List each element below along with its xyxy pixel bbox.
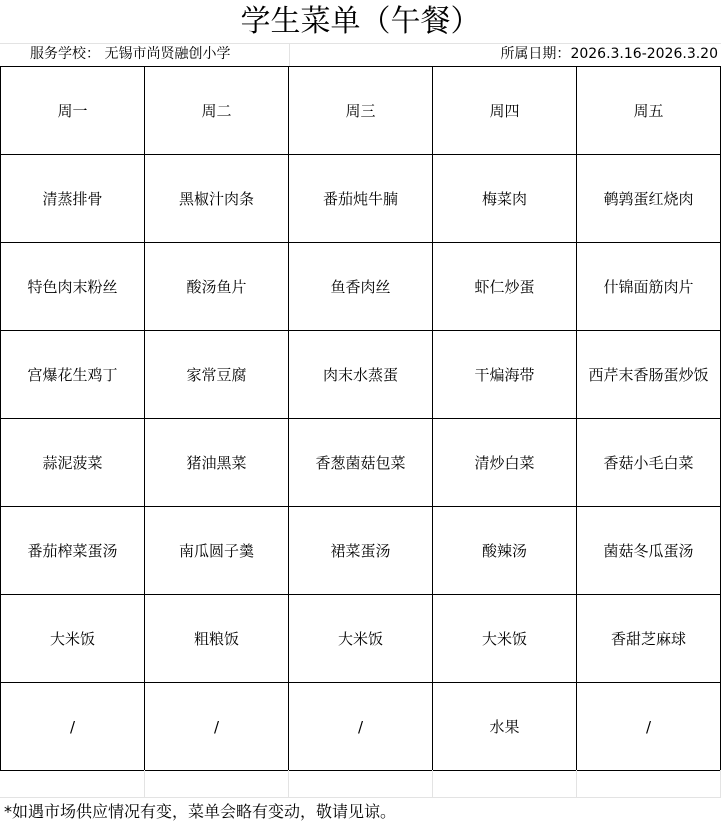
menu-cell: 香甜芝麻球	[577, 595, 721, 683]
menu-cell: 特色肉末粉丝	[1, 243, 145, 331]
menu-cell: 干煸海带	[433, 331, 577, 419]
menu-cell: 番茄榨菜蛋汤	[1, 507, 145, 595]
menu-cell: /	[289, 683, 433, 771]
menu-cell: 鹌鹑蛋红烧肉	[577, 155, 721, 243]
menu-cell: 大米饭	[433, 595, 577, 683]
menu-cell: /	[577, 683, 721, 771]
menu-row	[1, 243, 721, 331]
day-header: 周三	[289, 67, 433, 155]
menu-cell: 番茄炖牛腩	[289, 155, 433, 243]
menu-cell: 大米饭	[1, 595, 145, 683]
menu-cell: 黑椒汁肉条	[145, 155, 289, 243]
gridline	[289, 43, 290, 66]
empty-cell	[0, 770, 145, 797]
date-label: 所属日期：	[500, 46, 571, 62]
menu-cell: 南瓜圆子羹	[145, 507, 289, 595]
menu-cell: 水果	[433, 683, 577, 771]
menu-cell: /	[145, 683, 289, 771]
menu-row	[1, 683, 721, 771]
header-row	[1, 67, 721, 155]
menu-row	[1, 419, 721, 507]
menu-cell: /	[1, 683, 145, 771]
school-label: 服务学校：	[30, 46, 100, 62]
menu-cell: 酸辣汤	[433, 507, 577, 595]
menu-row	[1, 331, 721, 419]
page-title: 学生菜单（午餐）	[240, 4, 481, 39]
menu-cell: 虾仁炒蛋	[433, 243, 577, 331]
menu-cell: 清炒白菜	[433, 419, 577, 507]
menu-cell: 梅菜肉	[433, 155, 577, 243]
empty-cell	[577, 770, 721, 797]
date-range: 2026.3.16-2026.3.20	[570, 46, 718, 62]
day-header: 周二	[145, 67, 289, 155]
day-header: 周五	[577, 67, 721, 155]
menu-cell: 宫爆花生鸡丁	[1, 331, 145, 419]
menu-cell: 什锦面筋肉片	[577, 243, 721, 331]
menu-row	[1, 595, 721, 683]
menu-cell: 清蒸排骨	[1, 155, 145, 243]
menu-cell: 酸汤鱼片	[145, 243, 289, 331]
menu-cell: 蒜泥菠菜	[1, 419, 145, 507]
menu-cell: 猪油黑菜	[145, 419, 289, 507]
menu-cell: 香葱菌菇包菜	[289, 419, 433, 507]
menu-table	[0, 66, 721, 771]
date-info	[500, 43, 718, 66]
menu-cell: 西芹末香肠蛋炒饭	[577, 331, 721, 419]
menu-cell: 裙菜蛋汤	[289, 507, 433, 595]
menu-row	[1, 155, 721, 243]
day-header: 周四	[433, 67, 577, 155]
footnote: *如遇市场供应情况有变，菜单会略有变动，敬请见谅。	[4, 802, 397, 821]
menu-cell: 香菇小毛白菜	[577, 419, 721, 507]
menu-cell: 菌菇冬瓜蛋汤	[577, 507, 721, 595]
menu-cell: 鱼香肉丝	[289, 243, 433, 331]
menu-cell: 家常豆腐	[145, 331, 289, 419]
day-header: 周一	[1, 67, 145, 155]
empty-cell	[289, 770, 433, 797]
empty-cell	[145, 770, 289, 797]
menu-row	[1, 507, 721, 595]
menu-cell: 肉末水蒸蛋	[289, 331, 433, 419]
school-info	[30, 43, 230, 66]
empty-cell	[433, 770, 577, 797]
menu-cell: 粗粮饭	[145, 595, 289, 683]
menu-cell: 大米饭	[289, 595, 433, 683]
school-name: 无锡市尚贤融创小学	[104, 46, 231, 62]
